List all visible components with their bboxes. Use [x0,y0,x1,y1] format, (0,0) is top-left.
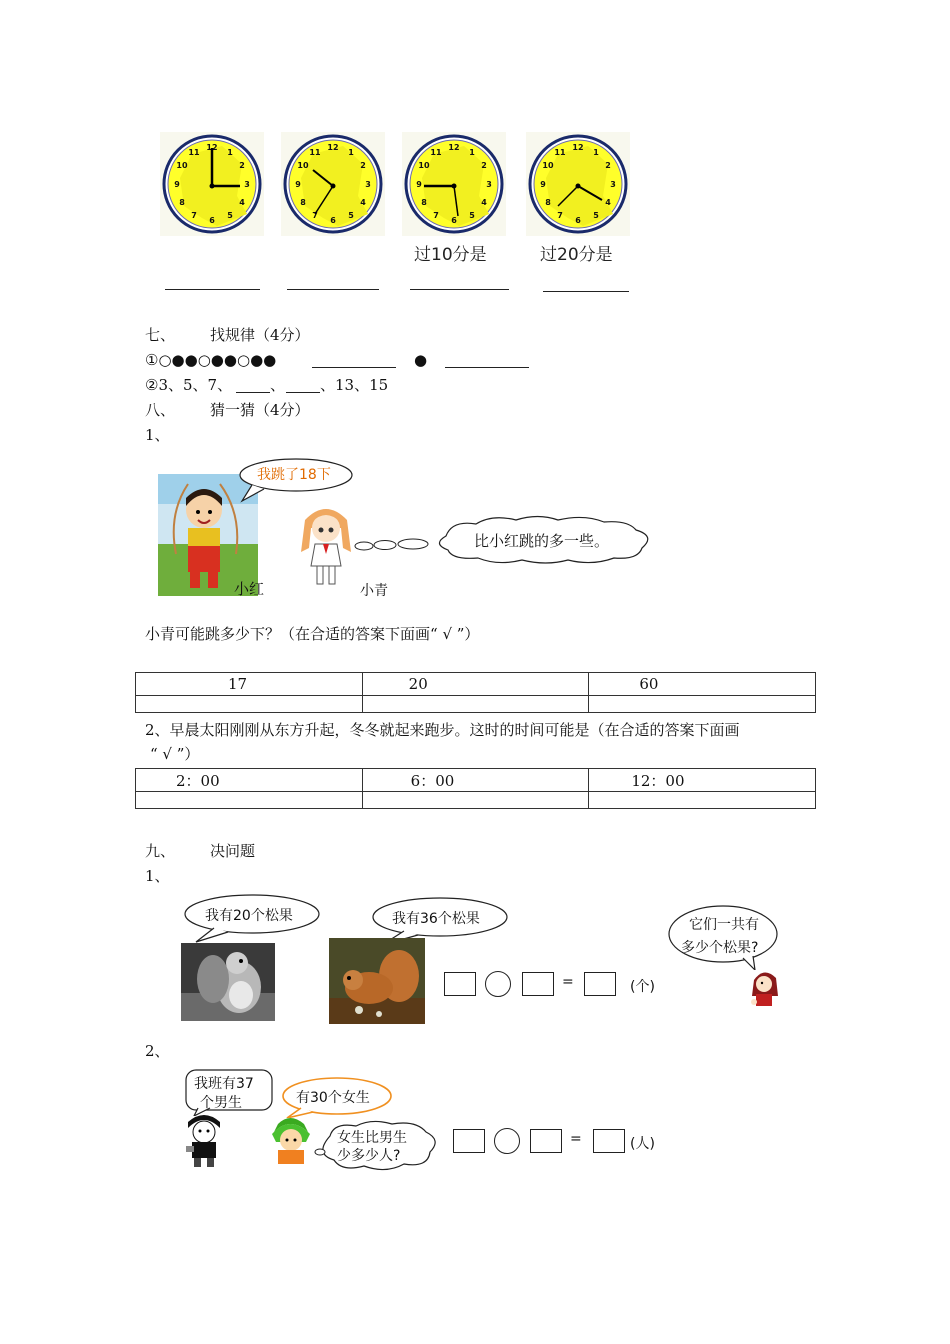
q2-option-6-00: 6：00 [362,769,589,792]
boy-picture [180,1114,228,1168]
section-9-title: 决问题 [210,842,256,860]
girl-question-line2: 多少个松果? [681,940,759,956]
xiaoqing-thought-text: 比小红跳的多一些。 [474,532,610,550]
pattern-1-blank-1[interactable] [312,367,396,368]
section-8-q1-label: 1、 [145,426,170,444]
q1-option-17: 17 [136,673,363,696]
xiaoqing-picture [295,502,357,588]
boy-speech-line2: 个男生 [200,1095,242,1111]
section-8-q2-question-line1: 2、早晨太阳刚刚从东方升起，冬冬就起来跑步。这时的时间可能是（在合适的答案下面画 [145,721,740,739]
section-7-number: 七、 [145,326,176,344]
squirrel-2-speech-text: 我有36个松果 [392,911,480,927]
q2-mark-cell-12-00[interactable] [589,792,816,809]
section-9-q1-label: 1、 [145,867,170,885]
section-9-q2-label: 2、 [145,1042,170,1060]
equation-2-result-box[interactable] [593,1129,625,1153]
girl-2-picture [268,1116,314,1166]
section-7-title: 找规律（4分） [210,326,310,344]
section-8-number: 八、 [145,401,176,419]
pattern-1-tail-dot: ● [414,351,428,369]
q2-mark-cell-6-00[interactable] [362,792,589,809]
clock-2-answer-blank[interactable] [287,289,379,290]
girl-2-speech-text: 有30个女生 [296,1090,370,1106]
xiaohong-name: 小红 [234,580,265,598]
clock-1-answer-blank[interactable] [165,289,260,290]
pattern-2-blank-1[interactable] [236,392,270,393]
xiaohong-speech-text: 我跳了18下 [257,467,331,483]
q1-mark-cell-17[interactable] [136,696,363,713]
boy-speech-line1: 我班有37 [194,1076,254,1092]
squirrel-1-picture [181,943,275,1021]
pattern-2-start: ②3、5、7、 [145,376,233,394]
q2-option-12-00: 12：00 [589,769,816,792]
q1-option-20: 20 [362,673,589,696]
q1-answer-table [135,672,816,713]
equation-1-result-box[interactable] [584,972,616,996]
equation-1-equals: = [562,974,574,990]
equation-2-unit: (人) [630,1136,655,1152]
q2-answer-table [135,768,816,809]
girl-question-line1: 它们一共有 [689,917,759,933]
clock-4 [526,132,630,236]
squirrel-1-speech-text: 我有20个松果 [205,908,293,924]
equation-1-box-2[interactable] [522,972,554,996]
section-9-number: 九、 [145,842,176,860]
equation-2-box-1[interactable] [453,1129,485,1153]
clock-row [155,128,645,243]
section-8-title: 猜一猜（4分） [210,401,310,419]
pattern-1-sequence: ①○●●○●●○●● [145,351,277,369]
equation-2-box-2[interactable] [530,1129,562,1153]
equation-1-unit: (个) [630,979,655,995]
section-8-q2-question-line2: “ √ ”） [150,745,200,763]
clock-2 [281,132,385,236]
xiaoqing-name: 小青 [360,583,388,599]
equation-2-operator-circle[interactable] [494,1128,520,1154]
q1-option-60: 60 [589,673,816,696]
q1-mark-cell-20[interactable] [362,696,589,713]
pattern-1-blank-2[interactable] [445,367,529,368]
q2-mark-cell-2-00[interactable] [136,792,363,809]
pattern-2-separator: 、 [270,376,286,394]
pattern-2-end: 、13、15 [320,376,389,394]
equation-2-equals: = [570,1131,582,1147]
girl-picture [748,966,782,1010]
clock-3-answer-blank[interactable] [410,289,509,290]
q2-option-2-00: 2：00 [136,769,363,792]
clock-4-caption: 过20分是 [540,245,613,265]
equation-1-box-1[interactable] [444,972,476,996]
question-2-thought-line2: 少多少人? [337,1148,401,1164]
clock-1 [160,132,264,236]
pattern-2-blank-2[interactable] [286,392,320,393]
q1-mark-cell-60[interactable] [589,696,816,713]
equation-1-operator-circle[interactable] [485,971,511,997]
question-2-thought-line1: 女生比男生 [337,1130,407,1146]
clock-3 [402,132,506,236]
clock-3-caption: 过10分是 [414,245,487,265]
clock-4-answer-blank[interactable] [543,291,629,292]
squirrel-2-picture [329,938,425,1024]
section-8-q1-question: 小青可能跳多少下？（在合适的答案下面画“ √ ”） [145,625,480,643]
